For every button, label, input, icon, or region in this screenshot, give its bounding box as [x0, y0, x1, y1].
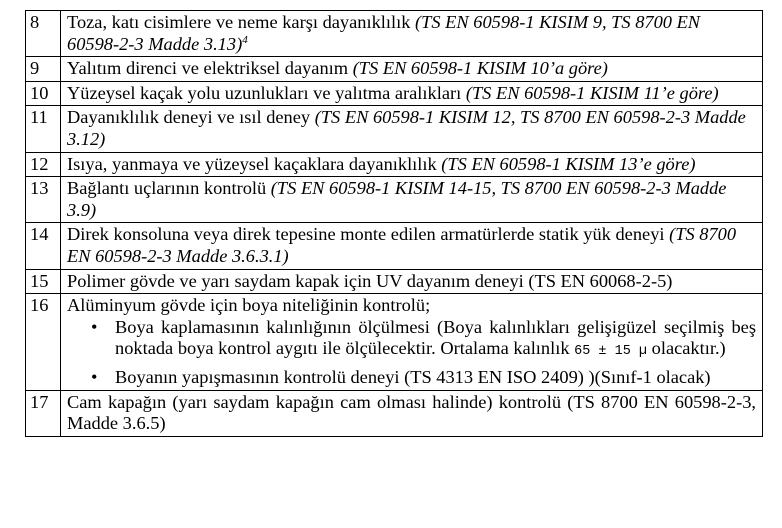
row-number: 15: [26, 269, 61, 294]
table-row: [26, 390, 763, 436]
table-row: [26, 177, 763, 223]
list-item: [91, 366, 756, 389]
table-row: [26, 294, 763, 390]
row-text: Bağlantı uçlarının kontrolü: [67, 178, 271, 199]
table-row: [26, 81, 763, 106]
row-content: [61, 81, 763, 106]
row-reference: (TS EN 60598-1 KISIM 13’e göre): [441, 153, 696, 174]
table-row: [26, 223, 763, 269]
row-content: [61, 294, 763, 390]
row-number: 13: [26, 177, 61, 223]
row-reference: (TS EN 60598-1 KISIM 14-15, TS 8700 EN 60598-2-3 Madde 3.9): [67, 178, 727, 220]
list-item-text: Boya kaplamasının kalınlığının ölçülmesi (Boya kalınlıkları gelişigüzel seçilmiş beş noktada boya kontrol aygıtı ile ölçülecektir. Ortalama kalınlık: [115, 316, 756, 359]
row-text: Dayanıklılık deneyi ve ısıl deney: [67, 107, 315, 128]
row-content: [61, 177, 763, 223]
row-reference: (TS EN 60598-1 KISIM 11’e göre): [465, 82, 719, 103]
table-row: [26, 269, 763, 294]
thickness-value: 65 ± 15 µ: [574, 344, 648, 360]
row-number: 10: [26, 81, 61, 106]
row-content: [61, 269, 763, 294]
row-text: Yüzeysel kaçak yolu uzunlukları ve yalıtma aralıkları: [67, 82, 466, 103]
row-number: 16: [26, 294, 61, 390]
bullet-list: [67, 317, 756, 389]
row-content: [61, 223, 763, 269]
table-row: [26, 11, 763, 57]
row-reference: (TS EN 60598-1 KISIM 10’a göre): [352, 58, 608, 79]
row-content: [61, 152, 763, 177]
row-text: Yalıtım direnci ve elektriksel dayanım: [67, 58, 353, 79]
bullet-icon: •: [91, 316, 98, 337]
row-reference: (TS EN 60598-1 KISIM 9, TS 8700 EN 60598-2-3 Madde 3.13): [67, 12, 701, 54]
row-content: [61, 106, 763, 152]
list-item-text: Boyanın yapışmasının kontrolü deneyi (TS 4313 EN ISO 2409) )(Sınıf-1 olacak): [115, 366, 711, 387]
table-row: [26, 106, 763, 152]
row-number: 17: [26, 390, 61, 436]
row-number: 8: [26, 11, 61, 57]
row-content: [61, 57, 763, 82]
row-text: Polimer gövde ve yarı saydam kapak için UV dayanım deneyi (TS EN 60068-2-5): [67, 270, 673, 291]
row-content: [61, 390, 763, 436]
list-item-text-end: olacaktır.): [647, 338, 726, 359]
row-number: 12: [26, 152, 61, 177]
row-text: Cam kapağın (yarı saydam kapağın cam olması halinde) kontrolü (TS 8700 EN 60598-2-3, Madde 3.6.5): [67, 391, 756, 434]
list-item: [91, 316, 756, 363]
row-number: 11: [26, 106, 61, 152]
row-reference: (TS 8700 EN 60598-2-3 Madde 3.6.3.1): [67, 224, 737, 266]
row-content: [61, 11, 763, 57]
test-items-table: [25, 10, 763, 437]
row-reference: (TS EN 60598-1 KISIM 12, TS 8700 EN 60598-2-3 Madde 3.12): [67, 107, 746, 149]
row-number: 9: [26, 57, 61, 82]
bullet-icon: •: [91, 366, 98, 387]
row-number: 14: [26, 223, 61, 269]
row-text: Alüminyum gövde için boya niteliğinin kontrolü;: [67, 295, 431, 316]
table-row: [26, 57, 763, 82]
footnote-marker: 4: [242, 33, 248, 46]
row-text: Direk konsoluna veya direk tepesine monte edilen armatürlerde statik yük deneyi: [67, 224, 670, 245]
row-text: Isıya, yanmaya ve yüzeysel kaçaklara dayanıklılık: [67, 153, 442, 174]
table-row: [26, 152, 763, 177]
row-text: Toza, katı cisimlere ve neme karşı dayanıklılık: [67, 12, 416, 32]
